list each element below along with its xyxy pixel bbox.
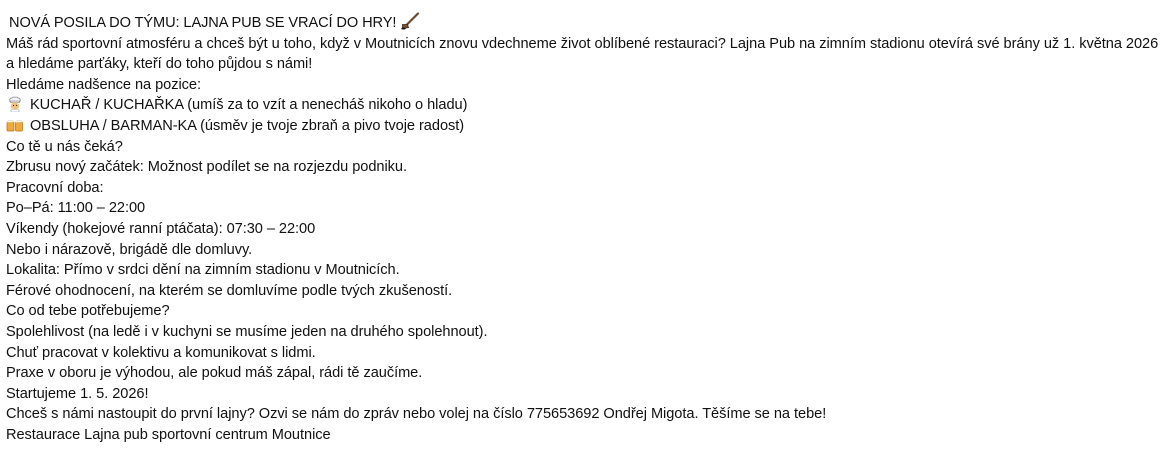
position-label-cook: KUCHAŘ / KUCHAŘKA (umíš za to vzít a nenecháš nikoho o hladu) [30,97,468,114]
hours-other: Nebo i nárazově, brigádě dle domluvy. [6,241,253,258]
beer-mugs-icon [6,117,24,133]
post-title-line [6,12,1168,34]
cook-icon [6,96,24,112]
signature-text: Restaurace Lajna pub sportovní centrum Moutnice [6,426,331,443]
position-item-cook [6,95,1168,116]
hours-weekdays: Po–Pá: 11:00 – 22:00 [6,200,146,217]
start-date-text: Startujeme 1. 5. 2026! [6,385,149,402]
offer-heading: Co tě u nás čeká? [6,138,123,155]
hockey-stick-icon [400,12,420,30]
pay-text: Férové ohodnocení, na kterém se domluvíme podle tvých zkušeností. [6,282,453,299]
requirement-item: Praxe v oboru je výhodou, ale pokud máš zápal, rádi tě zaučíme. [6,365,423,382]
location-text: Lokalita: Přímo v srdci dění na zimním stadionu v Moutnicích. [6,262,400,279]
position-label-service: OBSLUHA / BARMAN-KA (úsměv je tvoje zbraň a pivo tvoje radost) [30,117,465,134]
intro-paragraph: Máš rád sportovní atmosféru a chceš být u toho, když v Moutnicích znovu vdechneme život oblíbené restauraci? Lajna Pub na zimním stadionu otevírá své brány už 1. května 2026 a hledáme parťáky, kteří do toho půjdou s námi! [6,35,1159,73]
hours-weekend: Víkendy (hokejové ranní ptáčata): 07:30 – 22:00 [6,220,316,237]
position-item-service [6,116,1168,137]
requirement-item: Spolehlivost (na ledě i v kuchyni se musíme jeden na druhého spolehnout). [6,323,488,340]
positions-heading: Hledáme nadšence na pozice: [6,76,201,93]
requirements-heading: Co od tebe potřebujeme? [6,303,170,320]
hours-heading: Pracovní doba: [6,179,104,196]
fresh-start-text: Zbrusu nový začátek: Možnost podílet se na rozjezdu podniku. [6,159,407,176]
post-title: NOVÁ POSILA DO TÝMU: LAJNA PUB SE VRACÍ DO HRY! [9,15,397,31]
job-post [6,12,1168,445]
requirement-item: Chuť pracovat v kolektivu a komunikovat s lidmi. [6,344,316,361]
contact-text: Chceš s námi nastoupit do první lajny? Ozvi se nám do zpráv nebo volej na číslo 775653692 Ondřej Migota. Těšíme se na tebe! [6,406,827,423]
